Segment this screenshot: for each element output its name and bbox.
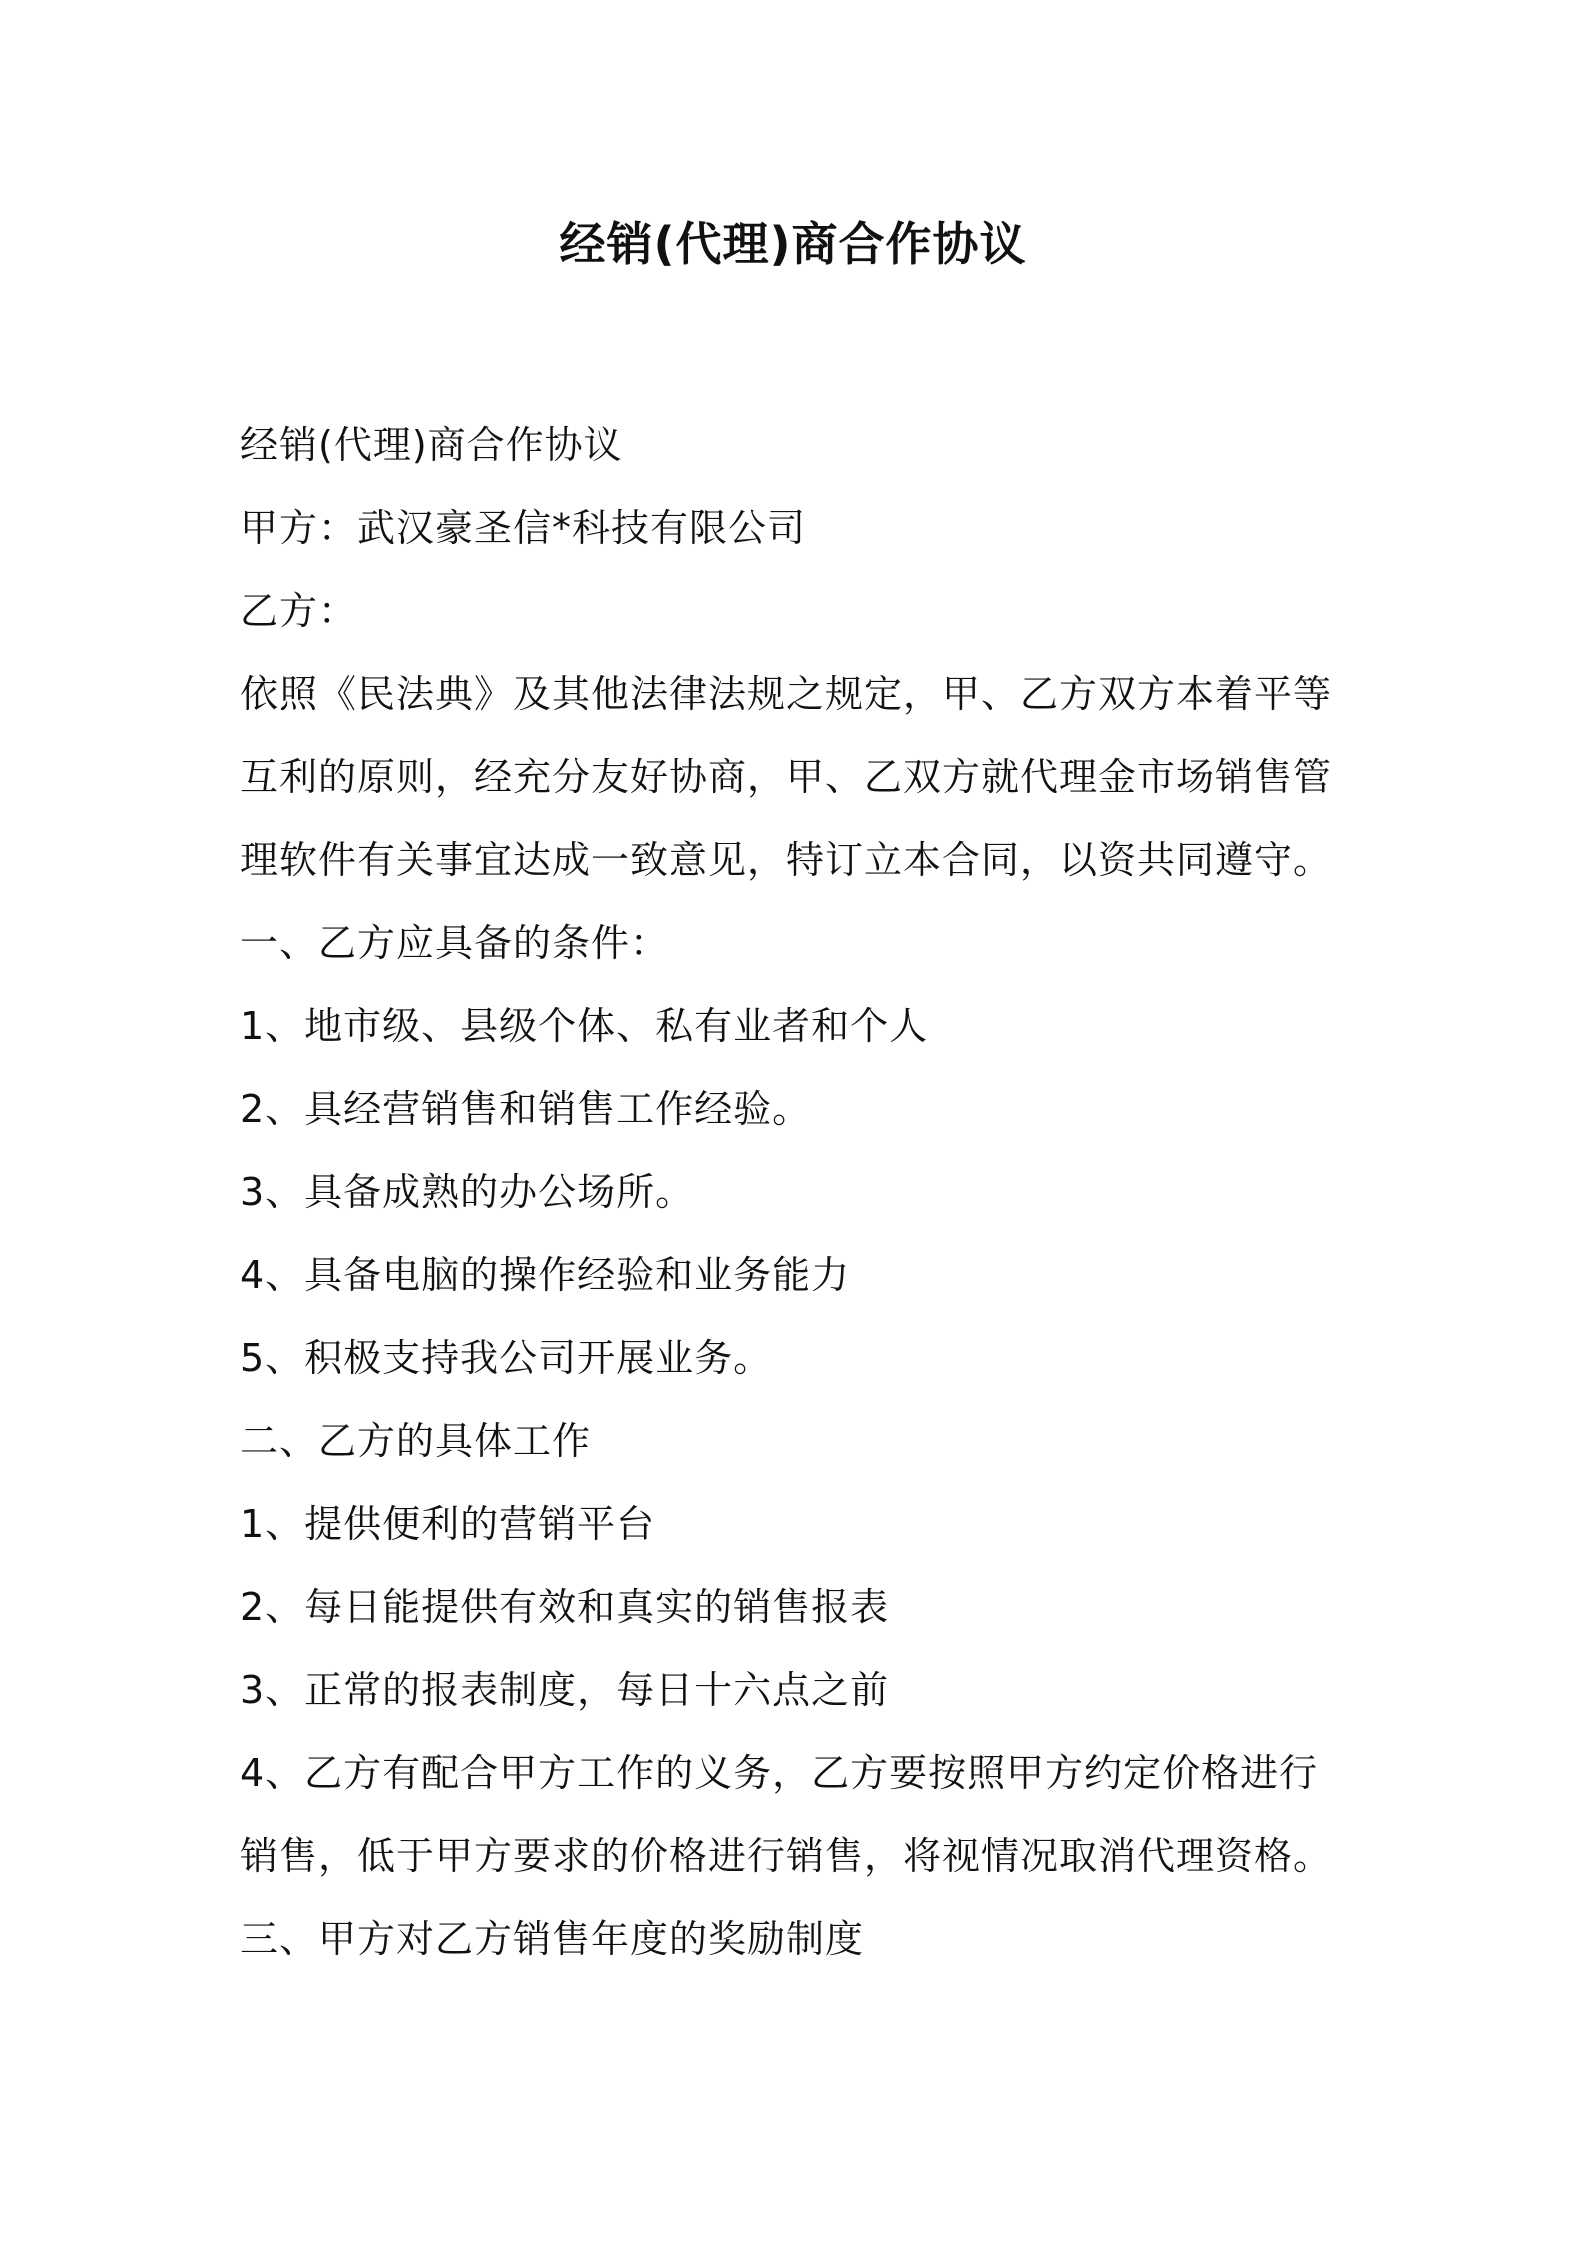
- document-body: [240, 404, 1360, 1981]
- preamble-line: 理软件有关事宜达成一致意见，特订立本合同，以资共同遵守。: [240, 838, 1333, 882]
- list-item: 2、每日能提供有效和真实的销售报表: [240, 1585, 890, 1629]
- section-heading: 二、乙方的具体工作: [240, 1419, 592, 1463]
- list-item: 销售，低于甲方要求的价格进行销售，将视情况取消代理资格。: [240, 1834, 1333, 1878]
- preamble-line: 互利的原则，经充分友好协商，甲、乙双方就代理金市场销售管: [240, 755, 1333, 799]
- subtitle-line: 经销(代理)商合作协议: [240, 423, 623, 467]
- list-item: 4、具备电脑的操作经验和业务能力: [240, 1253, 851, 1297]
- party-b-line: 乙方：: [240, 589, 358, 633]
- list-item: 5、积极支持我公司开展业务。: [240, 1336, 773, 1380]
- list-item: 3、正常的报表制度，每日十六点之前: [240, 1668, 890, 1712]
- section-heading: 三、甲方对乙方销售年度的奖励制度: [240, 1917, 865, 1961]
- list-item: 4、乙方有配合甲方工作的义务，乙方要按照甲方约定价格进行: [240, 1751, 1319, 1795]
- list-item: 1、地市级、县级个体、私有业者和个人: [240, 1004, 929, 1048]
- document-title: 经销(代理)商合作协议: [559, 217, 1027, 271]
- party-a-line: 甲方：武汉豪圣信*科技有限公司: [240, 506, 807, 550]
- list-item: 1、提供便利的营销平台: [240, 1502, 656, 1546]
- list-item: 2、具经营销售和销售工作经验。: [240, 1087, 812, 1131]
- section-heading: 一、乙方应具备的条件：: [240, 921, 670, 965]
- preamble-line: 依照《民法典》及其他法律法规之规定，甲、乙方双方本着平等: [240, 672, 1333, 716]
- list-item: 3、具备成熟的办公场所。: [240, 1170, 695, 1214]
